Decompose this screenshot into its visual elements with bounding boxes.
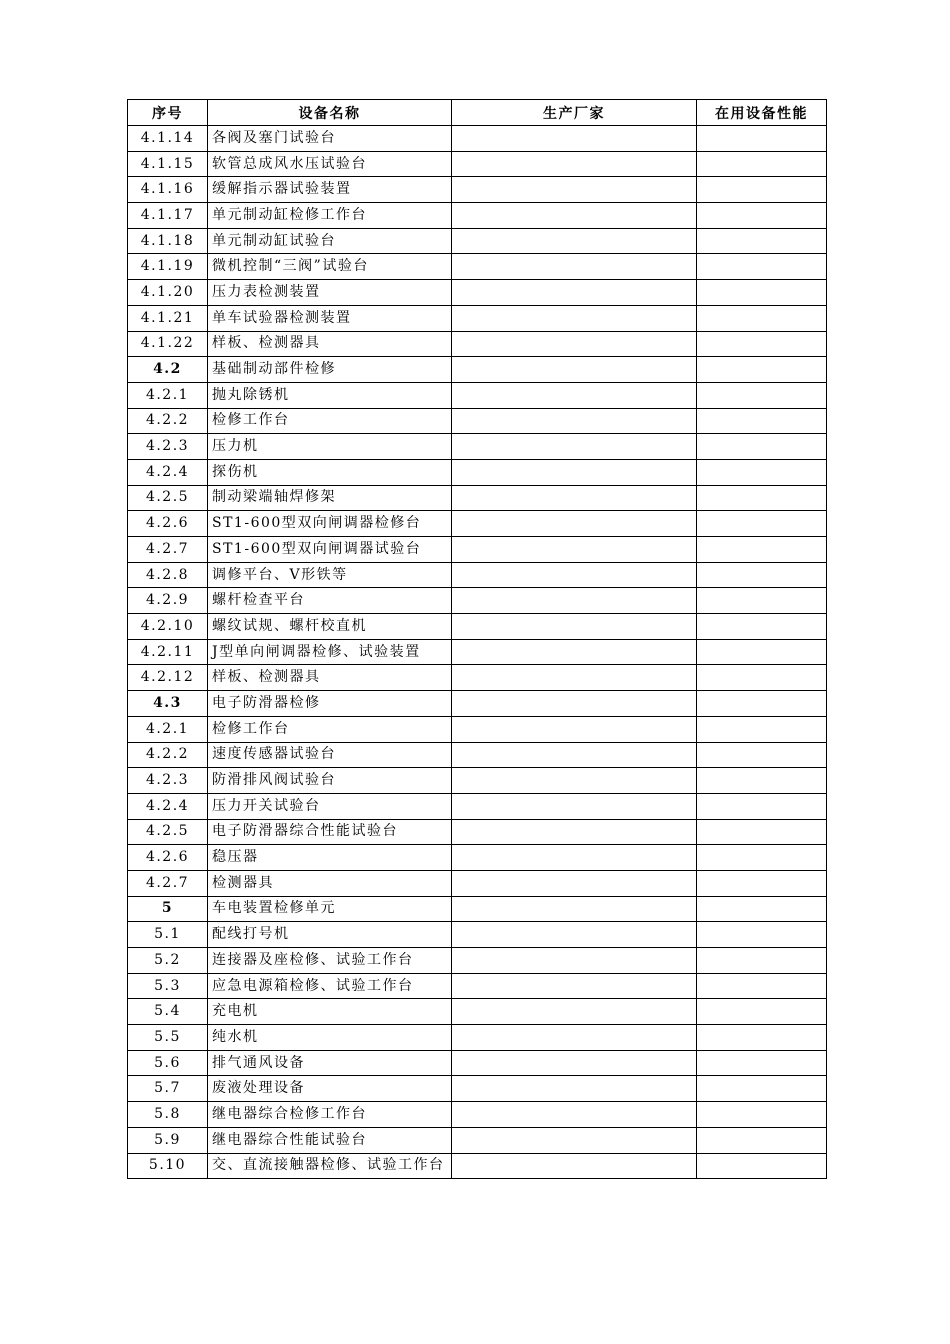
table-row	[128, 1050, 827, 1076]
table-row	[128, 716, 827, 742]
cell-equipment-performance	[697, 819, 827, 845]
cell-serial-no: 4.2	[128, 357, 208, 383]
table-header-row	[128, 100, 827, 126]
cell-equipment-name: 单元制动缸检修工作台	[208, 203, 452, 229]
table-row	[128, 845, 827, 871]
cell-serial-no: 5.1	[128, 922, 208, 948]
cell-manufacturer	[452, 1127, 697, 1153]
header-equipment-performance: 在用设备性能	[697, 100, 827, 126]
cell-equipment-performance	[697, 1050, 827, 1076]
cell-manufacturer	[452, 382, 697, 408]
cell-equipment-name: 连接器及座检修、试验工作台	[208, 948, 452, 974]
table-row	[128, 254, 827, 280]
cell-manufacturer	[452, 1076, 697, 1102]
table-row	[128, 819, 827, 845]
cell-manufacturer	[452, 870, 697, 896]
cell-manufacturer	[452, 999, 697, 1025]
cell-manufacturer	[452, 305, 697, 331]
cell-manufacturer	[452, 768, 697, 794]
table-row	[128, 177, 827, 203]
cell-serial-no: 4.2.2	[128, 742, 208, 768]
cell-equipment-name: 微机控制“三阀”试验台	[208, 254, 452, 280]
cell-equipment-performance	[697, 485, 827, 511]
cell-equipment-name: 压力机	[208, 434, 452, 460]
cell-equipment-performance	[697, 870, 827, 896]
cell-serial-no: 4.1.19	[128, 254, 208, 280]
cell-manufacturer	[452, 588, 697, 614]
table-row	[128, 459, 827, 485]
cell-equipment-name: 应急电源箱检修、试验工作台	[208, 973, 452, 999]
cell-manufacturer	[452, 228, 697, 254]
cell-manufacturer	[452, 614, 697, 640]
cell-serial-no: 4.2.5	[128, 819, 208, 845]
cell-equipment-name: 检测器具	[208, 870, 452, 896]
cell-serial-no: 4.2.5	[128, 485, 208, 511]
cell-equipment-name: 抛丸除锈机	[208, 382, 452, 408]
cell-equipment-name: 充电机	[208, 999, 452, 1025]
cell-manufacturer	[452, 459, 697, 485]
cell-manufacturer	[452, 151, 697, 177]
cell-manufacturer	[452, 1050, 697, 1076]
cell-serial-no: 4.2.1	[128, 716, 208, 742]
cell-equipment-performance	[697, 126, 827, 152]
cell-equipment-performance	[697, 896, 827, 922]
table-row	[128, 331, 827, 357]
table-row	[128, 434, 827, 460]
cell-manufacturer	[452, 819, 697, 845]
cell-equipment-performance	[697, 434, 827, 460]
cell-manufacturer	[452, 331, 697, 357]
cell-equipment-performance	[697, 177, 827, 203]
cell-manufacturer	[452, 896, 697, 922]
cell-equipment-name: 交、直流接触器检修、试验工作台	[208, 1153, 452, 1179]
cell-equipment-performance	[697, 614, 827, 640]
cell-equipment-performance	[697, 793, 827, 819]
cell-equipment-name: 软管总成风水压试验台	[208, 151, 452, 177]
cell-equipment-performance	[697, 357, 827, 383]
cell-equipment-name: 压力表检测装置	[208, 280, 452, 306]
cell-manufacturer	[452, 845, 697, 871]
cell-serial-no: 4.1.14	[128, 126, 208, 152]
cell-equipment-name: 防滑排风阀试验台	[208, 768, 452, 794]
cell-serial-no: 4.1.18	[128, 228, 208, 254]
cell-equipment-name: 螺纹试规、螺杆校直机	[208, 614, 452, 640]
cell-equipment-performance	[697, 254, 827, 280]
cell-manufacturer	[452, 254, 697, 280]
cell-manufacturer	[452, 126, 697, 152]
cell-equipment-name: 废液处理设备	[208, 1076, 452, 1102]
header-equipment-name: 设备名称	[208, 100, 452, 126]
cell-equipment-performance	[697, 459, 827, 485]
table-row	[128, 1127, 827, 1153]
cell-equipment-name: 纯水机	[208, 1025, 452, 1051]
table-row	[128, 408, 827, 434]
cell-equipment-performance	[697, 1076, 827, 1102]
table-row	[128, 562, 827, 588]
cell-serial-no: 4.2.4	[128, 459, 208, 485]
header-manufacturer: 生产厂家	[452, 100, 697, 126]
table-row	[128, 151, 827, 177]
cell-serial-no: 4.1.17	[128, 203, 208, 229]
cell-equipment-name: ST1-600型双向闸调器试验台	[208, 537, 452, 563]
table-row	[128, 382, 827, 408]
cell-manufacturer	[452, 511, 697, 537]
table-row	[128, 1076, 827, 1102]
table-row	[128, 639, 827, 665]
cell-serial-no: 5.6	[128, 1050, 208, 1076]
cell-equipment-name: 探伤机	[208, 459, 452, 485]
cell-serial-no: 4.2.7	[128, 537, 208, 563]
cell-serial-no: 4.1.20	[128, 280, 208, 306]
cell-manufacturer	[452, 1153, 697, 1179]
cell-equipment-performance	[697, 768, 827, 794]
table-row	[128, 357, 827, 383]
cell-manufacturer	[452, 485, 697, 511]
cell-serial-no: 4.1.21	[128, 305, 208, 331]
table-row	[128, 537, 827, 563]
cell-equipment-name: 单元制动缸试验台	[208, 228, 452, 254]
cell-equipment-name: 调修平台、V形铁等	[208, 562, 452, 588]
cell-serial-no: 4.2.2	[128, 408, 208, 434]
table-row	[128, 896, 827, 922]
cell-manufacturer	[452, 203, 697, 229]
cell-serial-no: 5.9	[128, 1127, 208, 1153]
cell-equipment-name: 继电器综合性能试验台	[208, 1127, 452, 1153]
cell-equipment-performance	[697, 1102, 827, 1128]
cell-manufacturer	[452, 357, 697, 383]
cell-equipment-performance	[697, 845, 827, 871]
cell-manufacturer	[452, 1102, 697, 1128]
cell-serial-no: 4.3	[128, 691, 208, 717]
cell-equipment-performance	[697, 280, 827, 306]
equipment-table	[127, 99, 827, 1179]
table-row	[128, 793, 827, 819]
cell-manufacturer	[452, 639, 697, 665]
header-serial-no: 序号	[128, 100, 208, 126]
table-row	[128, 1153, 827, 1179]
cell-equipment-performance	[697, 203, 827, 229]
cell-equipment-name: 压力开关试验台	[208, 793, 452, 819]
cell-equipment-name: 电子防滑器综合性能试验台	[208, 819, 452, 845]
cell-serial-no: 4.2.9	[128, 588, 208, 614]
table-row	[128, 126, 827, 152]
cell-manufacturer	[452, 793, 697, 819]
cell-equipment-performance	[697, 922, 827, 948]
cell-manufacturer	[452, 408, 697, 434]
cell-equipment-performance	[697, 639, 827, 665]
cell-equipment-name: 样板、检测器具	[208, 331, 452, 357]
table-row	[128, 1102, 827, 1128]
cell-serial-no: 4.2.1	[128, 382, 208, 408]
cell-manufacturer	[452, 691, 697, 717]
table-row	[128, 280, 827, 306]
cell-manufacturer	[452, 537, 697, 563]
cell-serial-no: 4.2.8	[128, 562, 208, 588]
cell-equipment-performance	[697, 742, 827, 768]
cell-equipment-name: 车电装置检修单元	[208, 896, 452, 922]
cell-equipment-name: 样板、检测器具	[208, 665, 452, 691]
cell-serial-no: 4.1.16	[128, 177, 208, 203]
cell-serial-no: 5.3	[128, 973, 208, 999]
cell-serial-no: 4.2.6	[128, 511, 208, 537]
table-row	[128, 588, 827, 614]
cell-serial-no: 4.2.6	[128, 845, 208, 871]
cell-equipment-name: 检修工作台	[208, 408, 452, 434]
table-row	[128, 768, 827, 794]
cell-manufacturer	[452, 665, 697, 691]
cell-equipment-performance	[697, 665, 827, 691]
table-row	[128, 485, 827, 511]
cell-equipment-name: J型单向闸调器检修、试验装置	[208, 639, 452, 665]
table-row	[128, 999, 827, 1025]
table-row	[128, 973, 827, 999]
cell-equipment-performance	[697, 999, 827, 1025]
cell-manufacturer	[452, 922, 697, 948]
cell-equipment-performance	[697, 382, 827, 408]
cell-equipment-performance	[697, 691, 827, 717]
cell-serial-no: 5.7	[128, 1076, 208, 1102]
table-row	[128, 511, 827, 537]
cell-equipment-performance	[697, 588, 827, 614]
table-row	[128, 203, 827, 229]
cell-serial-no: 4.2.3	[128, 768, 208, 794]
cell-manufacturer	[452, 434, 697, 460]
table-row	[128, 691, 827, 717]
cell-equipment-name: 螺杆检查平台	[208, 588, 452, 614]
cell-manufacturer	[452, 562, 697, 588]
cell-serial-no: 4.2.11	[128, 639, 208, 665]
cell-equipment-performance	[697, 716, 827, 742]
table-row	[128, 870, 827, 896]
cell-equipment-name: 速度传感器试验台	[208, 742, 452, 768]
cell-serial-no: 4.2.7	[128, 870, 208, 896]
cell-serial-no: 5.5	[128, 1025, 208, 1051]
cell-serial-no: 5.4	[128, 999, 208, 1025]
cell-manufacturer	[452, 1025, 697, 1051]
cell-equipment-performance	[697, 305, 827, 331]
cell-equipment-name: 各阀及塞门试验台	[208, 126, 452, 152]
cell-manufacturer	[452, 177, 697, 203]
table-row	[128, 614, 827, 640]
table-row	[128, 665, 827, 691]
cell-equipment-performance	[697, 537, 827, 563]
cell-serial-no: 5.8	[128, 1102, 208, 1128]
cell-equipment-name: 基础制动部件检修	[208, 357, 452, 383]
cell-equipment-name: 配线打号机	[208, 922, 452, 948]
table-row	[128, 948, 827, 974]
cell-serial-no: 5.2	[128, 948, 208, 974]
equipment-table-page	[127, 99, 826, 1179]
cell-equipment-name: 制动梁端轴焊修架	[208, 485, 452, 511]
cell-equipment-name: 继电器综合检修工作台	[208, 1102, 452, 1128]
table-row	[128, 1025, 827, 1051]
cell-serial-no: 4.2.12	[128, 665, 208, 691]
cell-equipment-name: ST1-600型双向闸调器检修台	[208, 511, 452, 537]
table-body	[128, 126, 827, 1179]
cell-equipment-performance	[697, 1127, 827, 1153]
table-row	[128, 228, 827, 254]
cell-equipment-performance	[697, 511, 827, 537]
cell-serial-no: 4.1.22	[128, 331, 208, 357]
cell-equipment-performance	[697, 331, 827, 357]
cell-manufacturer	[452, 973, 697, 999]
cell-serial-no: 4.1.15	[128, 151, 208, 177]
cell-equipment-performance	[697, 1153, 827, 1179]
cell-equipment-performance	[697, 562, 827, 588]
cell-equipment-name: 稳压器	[208, 845, 452, 871]
cell-equipment-name: 检修工作台	[208, 716, 452, 742]
cell-manufacturer	[452, 948, 697, 974]
cell-serial-no: 5	[128, 896, 208, 922]
cell-equipment-performance	[697, 973, 827, 999]
cell-equipment-performance	[697, 228, 827, 254]
table-row	[128, 742, 827, 768]
cell-equipment-name: 电子防滑器检修	[208, 691, 452, 717]
cell-equipment-name: 排气通风设备	[208, 1050, 452, 1076]
table-row	[128, 922, 827, 948]
cell-equipment-performance	[697, 151, 827, 177]
cell-serial-no: 4.2.10	[128, 614, 208, 640]
cell-equipment-performance	[697, 408, 827, 434]
cell-manufacturer	[452, 280, 697, 306]
cell-equipment-name: 单车试验器检测装置	[208, 305, 452, 331]
cell-serial-no: 4.2.3	[128, 434, 208, 460]
cell-serial-no: 5.10	[128, 1153, 208, 1179]
cell-serial-no: 4.2.4	[128, 793, 208, 819]
table-row	[128, 305, 827, 331]
cell-manufacturer	[452, 742, 697, 768]
cell-equipment-performance	[697, 948, 827, 974]
cell-manufacturer	[452, 716, 697, 742]
cell-equipment-performance	[697, 1025, 827, 1051]
cell-equipment-name: 缓解指示器试验装置	[208, 177, 452, 203]
